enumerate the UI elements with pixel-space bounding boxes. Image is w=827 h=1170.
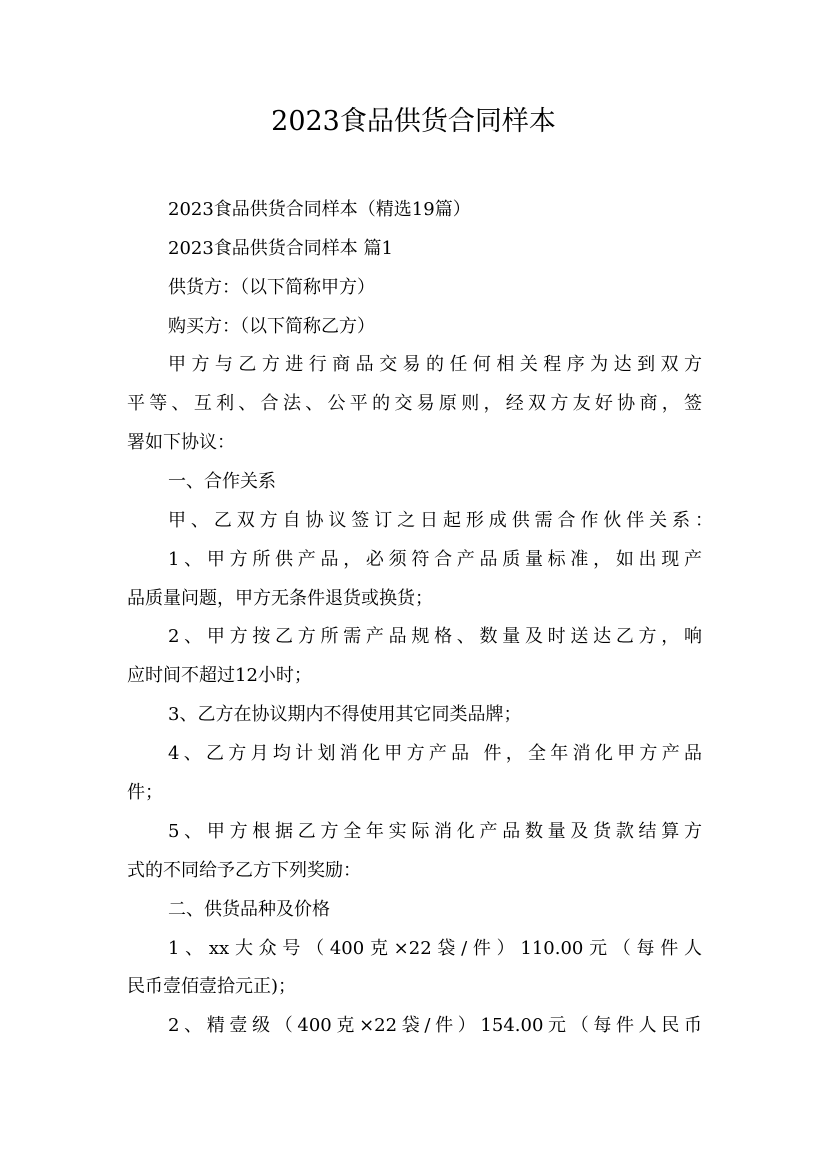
text-line: 平等、互利、合法、公平的交易原则，经双方友好协商，签 [127, 393, 702, 414]
text-line: 1、xx大众号（400克×22袋/件）110.00元（每件人 [168, 938, 702, 959]
text-line: 2、甲方按乙方所需产品规格、数量及时送达乙方，响 [168, 626, 702, 647]
text-line: 供货方：（以下简称甲方） [168, 277, 375, 298]
text-line: 甲、乙双方自协议签订之日起形成供需合作伙伴关系： [168, 510, 713, 531]
text-line: 3、乙方在协议期内不得使用其它同类品牌； [168, 704, 522, 725]
text-line: 应时间不超过12小时； [127, 665, 312, 686]
text-line: 2023食品供货合同样本 篇1 [168, 238, 393, 259]
text-line: 署如下协议： [127, 432, 235, 453]
text-line: 甲方与乙方进行商品交易的任何相关程序为达到双方 [168, 354, 702, 375]
document-title: 2023食品供货合同样本 [271, 106, 556, 137]
section-heading: 一、合作关系 [168, 471, 276, 492]
text-line: 1、甲方所供产品，必须符合产品质量标准，如出现产 [168, 549, 702, 570]
text-line: 购买方：（以下简称乙方） [168, 316, 375, 337]
text-line: 件； [127, 782, 163, 803]
section-heading: 二、供货品种及价格 [168, 899, 330, 920]
text-line: 4、乙方月均计划消化甲方产品 件，全年消化甲方产品 [168, 743, 702, 764]
text-line: 2023食品供货合同样本（精选19篇） [168, 199, 471, 220]
text-line: 品质量问题，甲方无条件退货或换货； [127, 588, 433, 609]
text-line: 式的不同给予乙方下列奖励： [127, 860, 361, 881]
text-line: 2、精壹级（400克×22袋/件）154.00元（每件人民币 [168, 1015, 702, 1036]
text-line: 民币壹佰壹拾元正)； [127, 976, 297, 997]
text-line: 5、甲方根据乙方全年实际消化产品数量及货款结算方 [168, 821, 702, 842]
